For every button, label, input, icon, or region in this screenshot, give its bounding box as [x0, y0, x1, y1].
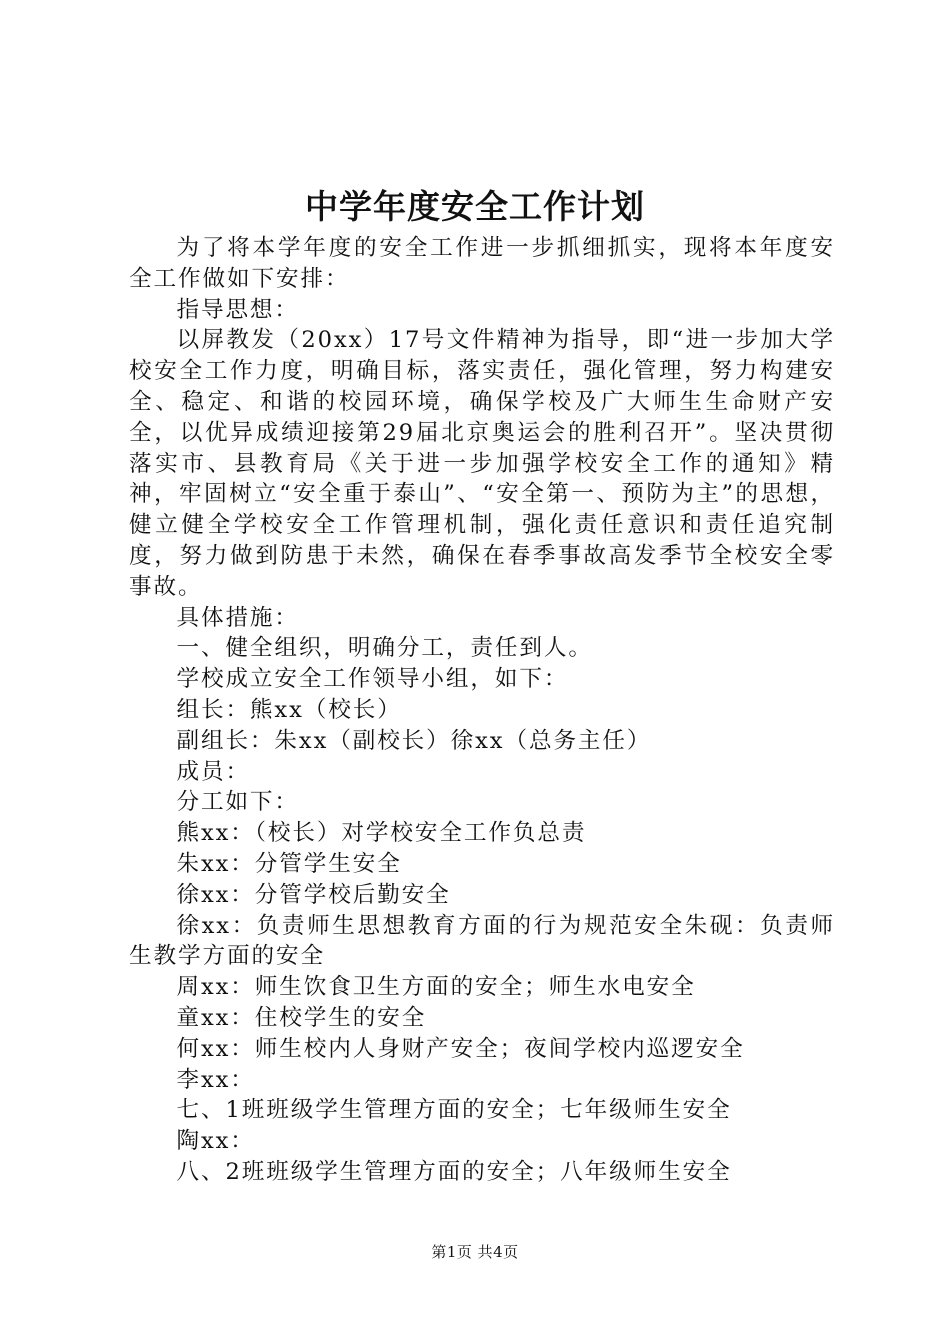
- paragraph-section-one: 一、健全组织，明确分工，责任到人。: [176, 635, 593, 662]
- list-item: 朱xx：分管学生安全: [176, 850, 402, 877]
- list-item: 童xx：住校学生的安全: [176, 1004, 427, 1031]
- paragraph-leadership-group: 学校成立安全工作领导小组，如下：: [176, 666, 569, 693]
- paragraph-group-leader: 组长：熊xx（校长）: [176, 696, 402, 723]
- page-number-footer: 第1页 共4页: [431, 1243, 519, 1261]
- paragraph-guiding-content: 以屏教发（20xx）17号文件精神为指导，即“进一步加大学校安全工作力度，明确目标，落实责任，强化管理，努力构建安全、稳定、和谐的校园环境，确保学校及广大师生生命财产安全，以优异成绩迎接第29届北京奥运会的胜利召开”。坚决贯彻落实市、县教育局《关于进一步加强学校安全工作的通知》精神，牢固树立“安全重于泰山”、“安全第一、预防为主”的思想，健立健全学校安全工作管理机制，强化责任意识和责任追究制度，努力做到防患于未然，确保在春季事故高发季节全校安全零事故。: [129, 327, 835, 600]
- list-item: 何xx：师生校内人身财产安全；夜间学校内巡逻安全: [176, 1035, 745, 1062]
- paragraph-guiding-heading: 指导思想：: [176, 296, 299, 323]
- list-item: 七、1班班级学生管理方面的安全；七年级师生安全: [176, 1097, 732, 1124]
- list-item: 周xx：师生饮食卫生方面的安全；师生水电安全: [176, 974, 696, 1001]
- paragraph-members: 成员：: [176, 758, 250, 785]
- paragraph-deputy-leaders: 副组长：朱xx（副校长）徐xx（总务主任）: [176, 727, 652, 754]
- paragraph-division-heading: 分工如下：: [176, 789, 299, 816]
- list-item: 徐xx：负责师生思想教育方面的行为规范安全朱砚：负责师生教学方面的安全: [129, 912, 835, 970]
- document-body: [129, 233, 835, 1188]
- paragraph-intro: 为了将本学年度的安全工作进一步抓细抓实，现将本年度安全工作做如下安排：: [129, 235, 835, 292]
- list-item: 徐xx：分管学校后勤安全: [176, 881, 451, 908]
- list-item: 八、2班班级学生管理方面的安全；八年级师生安全: [176, 1158, 732, 1185]
- list-item: 熊xx：（校长）对学校安全工作负总责: [176, 820, 587, 847]
- list-item: 陶xx：: [176, 1128, 255, 1155]
- list-item: 李xx：: [176, 1066, 255, 1093]
- document-title: 中学年度安全工作计划: [305, 187, 645, 226]
- paragraph-measures-heading: 具体措施：: [176, 604, 299, 631]
